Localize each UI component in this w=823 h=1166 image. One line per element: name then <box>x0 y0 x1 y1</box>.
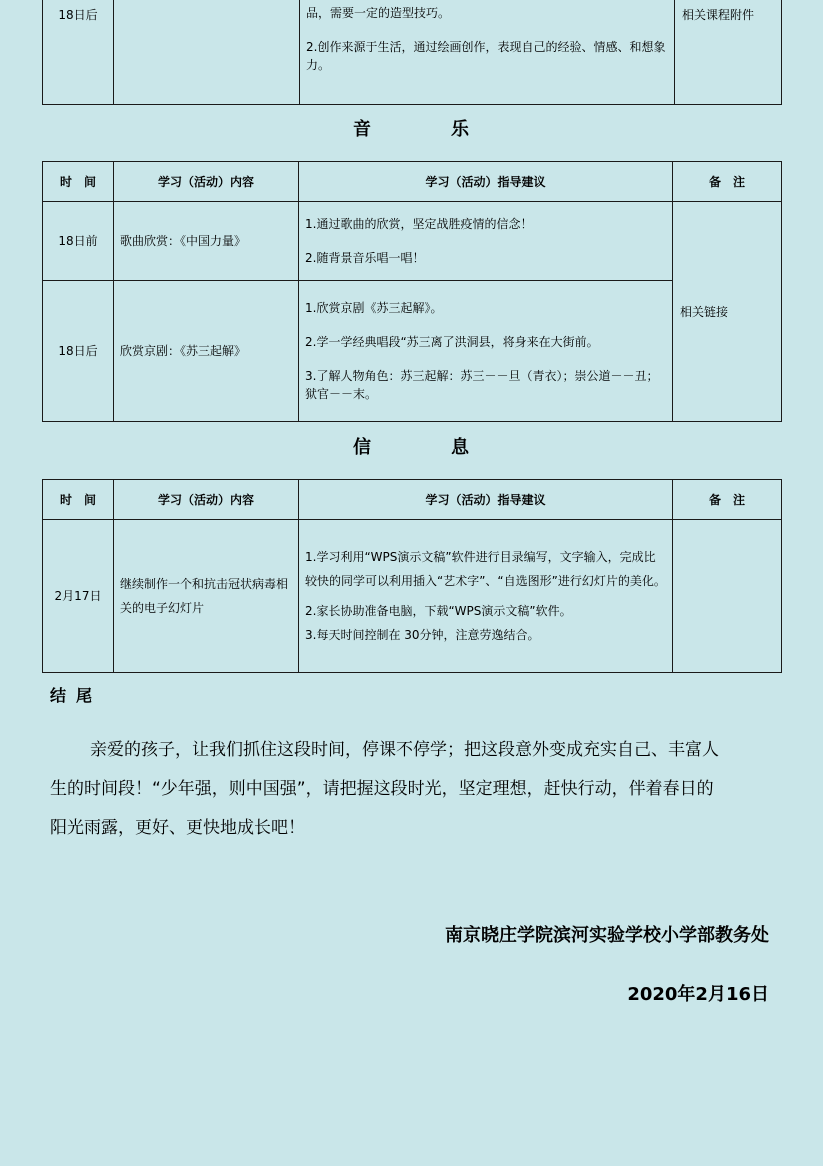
header-guide: 学习（活动）指导建议 <box>299 480 673 520</box>
header-note: 备 注 <box>673 162 782 202</box>
guide-cell <box>299 281 673 422</box>
guide-line: 3.每天时间控制在 30分钟，注意劳逸结合。 <box>305 628 540 642</box>
school-signature: 南京晓庄学院滨河实验学校小学部教务处 <box>445 925 769 946</box>
guide-cell <box>299 520 673 673</box>
header-content: 学习（活动）内容 <box>114 480 299 520</box>
note-cell <box>673 520 782 673</box>
guide-line: 2.创作来源于生活，通过绘画创作，表现自己的经验、情感、和想象力。 <box>306 40 666 72</box>
info-section-title <box>0 433 823 457</box>
table-row <box>43 202 782 281</box>
guide-line: 1.欣赏京剧《苏三起解》。 <box>305 301 443 315</box>
guide-line: 3.了解人物角色：苏三起解：苏三－－旦（青衣）；崇公道－－丑；狱官－－末。 <box>305 369 659 401</box>
table-row <box>43 520 782 673</box>
guide-line: 2.随背景音乐唱一唱！ <box>305 251 425 265</box>
guide-cell <box>300 0 675 105</box>
title-char: 音 <box>353 119 371 140</box>
content-cell: 欣赏京剧：《苏三起解》 <box>114 281 299 422</box>
music-table <box>42 161 782 422</box>
title-char: 息 <box>451 437 469 458</box>
header-note: 备 注 <box>673 480 782 520</box>
art-table-continuation <box>42 0 782 105</box>
time-cell: 18日后 <box>43 281 114 422</box>
time-cell: 2月17日 <box>43 520 114 673</box>
guide-line: 品，需要一定的造型技巧。 <box>306 6 451 20</box>
table-row <box>43 281 782 422</box>
guide-cell <box>299 202 673 281</box>
content-cell <box>114 0 300 105</box>
music-section-title <box>0 115 823 139</box>
title-char: 信 <box>353 437 371 458</box>
guide-line: 2.家长协助准备电脑，下载“WPS演示文稿”软件。 <box>305 604 572 618</box>
content-cell: 歌曲欣赏：《中国力量》 <box>114 202 299 281</box>
note-link[interactable]: 相关链接 <box>673 202 782 422</box>
header-guide: 学习（活动）指导建议 <box>299 162 673 202</box>
guide-line: 1.学习利用“WPS演示文稿”软件进行目录编写，文字输入，完成比较快的同学可以利用插入“艺术字”、“自选图形”进行幻灯片的美化。 <box>305 550 666 588</box>
guide-line: 1.通过歌曲的欣赏，坚定战胜疫情的信念！ <box>305 217 533 231</box>
content-cell: 继续制作一个和抗击冠状病毒相关的电子幻灯片 <box>114 520 299 673</box>
ending-title: 结尾 <box>50 686 103 705</box>
time-cell: 18日前 <box>43 202 114 281</box>
title-char: 乐 <box>451 119 469 140</box>
guide-line: 2.学一学经典唱段“苏三离了洪洞县，将身来在大街前。 <box>305 335 599 349</box>
time-cell: 18日后 <box>43 0 114 105</box>
ending-text: 亲爱的孩子，让我们抓住这段时间，停课不停学；把这段意外变成充实自己、丰富人生的时间段！“少年强，则中国强”，请把握这段时光，坚定理想，赶快行动，伴着春日的阳光雨露，更好、更快地成长吧！ <box>50 740 719 838</box>
ending-paragraph <box>50 731 730 848</box>
note-link[interactable]: 相关课程附件 <box>675 0 782 105</box>
header-time: 时 间 <box>43 480 114 520</box>
info-table <box>42 479 782 673</box>
signature-date: 2020年2月16日 <box>627 984 769 1005</box>
header-content: 学习（活动）内容 <box>114 162 299 202</box>
header-time: 时 间 <box>43 162 114 202</box>
